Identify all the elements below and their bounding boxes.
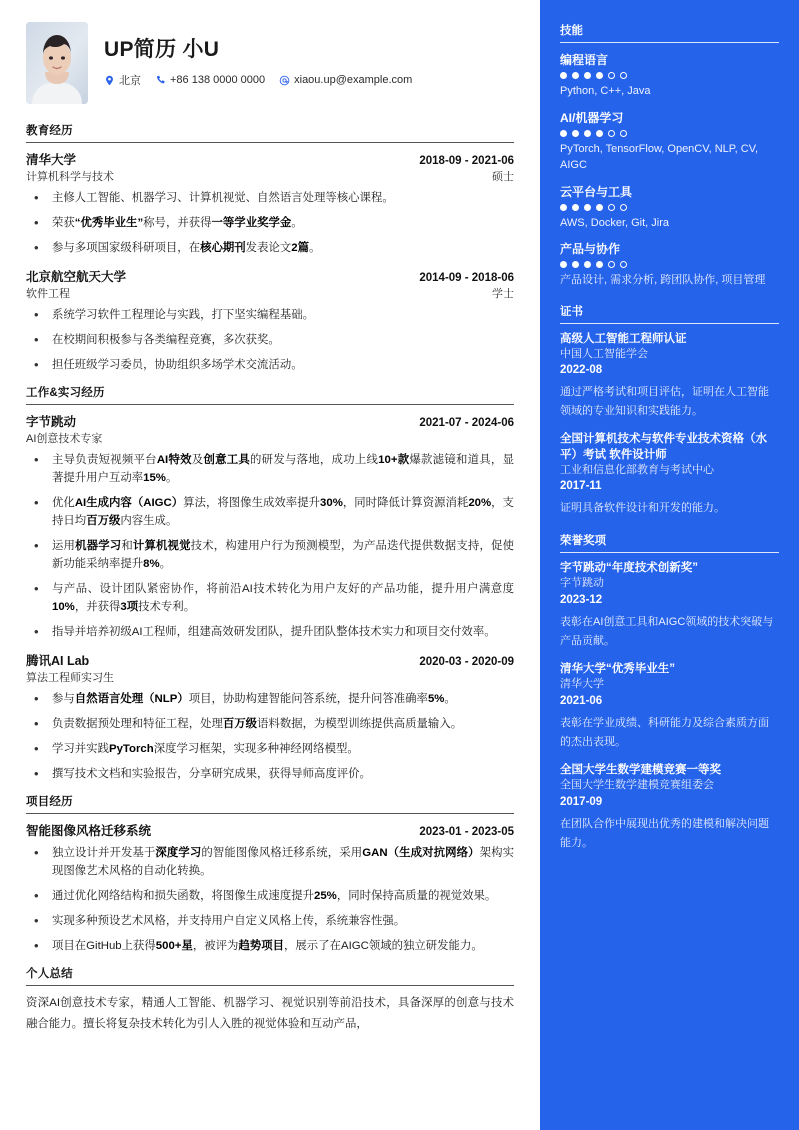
education-entry bbox=[26, 267, 514, 374]
skill-dot bbox=[608, 261, 615, 268]
award-name: 清华大学“优秀毕业生” bbox=[560, 663, 675, 676]
skill-item bbox=[560, 109, 779, 174]
skill-item bbox=[560, 51, 779, 100]
skill-dot bbox=[584, 72, 591, 79]
education-degree: 学士 bbox=[492, 288, 514, 301]
skill-dot bbox=[596, 261, 603, 268]
sidebar-section-certs bbox=[560, 303, 779, 519]
resume-header bbox=[26, 22, 514, 104]
education-school: 北京航空航天大学 bbox=[26, 270, 127, 285]
page-title: UP简历 小U bbox=[104, 38, 220, 61]
sidebar-section-awards bbox=[560, 532, 779, 853]
cert-name: 高级人工智能工程师认证 bbox=[560, 332, 687, 345]
section-education bbox=[26, 122, 514, 374]
award-date: 2017-09 bbox=[560, 795, 603, 808]
skill-rating bbox=[560, 72, 779, 79]
contact-location-text: 北京 bbox=[119, 75, 141, 88]
award-date: 2023-12 bbox=[560, 593, 603, 606]
bullet-item: • 优化AI生成内容（AIGC）算法，将图像生成效率提升30%，同时降低计算资源消耗20%，支持日均百万级内容生成。 bbox=[26, 494, 514, 530]
award-org: 清华大学 bbox=[560, 678, 604, 691]
header-text-block bbox=[104, 22, 422, 88]
section-title-education: 教育经历 bbox=[26, 122, 514, 143]
skill-keywords: PyTorch, TensorFlow, OpenCV, NLP, CV, AIGC bbox=[560, 142, 759, 171]
at-email-icon bbox=[279, 75, 290, 86]
section-projects bbox=[26, 793, 514, 955]
award-date: 2021-06 bbox=[560, 694, 603, 707]
skill-dot bbox=[608, 130, 615, 137]
education-major: 计算机科学与技术 bbox=[26, 171, 114, 183]
section-title-summary: 个人总结 bbox=[26, 965, 514, 986]
bullet-list bbox=[26, 690, 514, 783]
skill-rating bbox=[560, 261, 779, 268]
skill-name: AI/机器学习 bbox=[560, 110, 624, 125]
skill-dot bbox=[584, 204, 591, 211]
work-company: 腾讯AI Lab bbox=[26, 654, 90, 669]
skill-dot bbox=[620, 204, 627, 211]
bullet-item: • 担任班级学习委员，协助组织多场学术交流活动。 bbox=[26, 356, 514, 374]
contact-email bbox=[279, 74, 412, 86]
education-school: 清华大学 bbox=[26, 153, 77, 167]
sidebar-title-awards: 荣誉奖项 bbox=[560, 532, 779, 553]
skill-item bbox=[560, 183, 779, 232]
sidebar-title-skills: 技能 bbox=[560, 22, 779, 43]
work-role: AI创意技术专家 bbox=[26, 433, 103, 446]
resume-sidebar bbox=[540, 0, 799, 1130]
skill-dot bbox=[608, 72, 615, 79]
project-list bbox=[26, 821, 514, 955]
education-degree: 硕士 bbox=[492, 171, 514, 183]
award-org: 全国大学生数学建模竞赛组委会 bbox=[560, 779, 714, 792]
skill-dot bbox=[608, 204, 615, 211]
section-title-work: 工作&实习经历 bbox=[26, 384, 514, 405]
project-date: 2023-01 - 2023-05 bbox=[419, 826, 514, 839]
bullet-item: • 运用机器学习和计算机视觉技术，构建用户行为预测模型，为产品迭代提供数据支持，促使新功能采纳率提升8%。 bbox=[26, 537, 514, 573]
cert-item bbox=[560, 432, 779, 518]
skill-name: 编程语言 bbox=[560, 53, 609, 67]
cert-date: 2022-08 bbox=[560, 363, 603, 376]
cert-name: 全国计算机技术与软件专业技术资格（水平）考试 软件设计师 bbox=[560, 433, 767, 461]
skill-name: 产品与协作 bbox=[560, 242, 621, 256]
award-item bbox=[560, 561, 779, 651]
bullet-list bbox=[26, 306, 514, 374]
avatar bbox=[26, 22, 88, 104]
skill-dot bbox=[572, 204, 579, 211]
bullet-item: • 独立设计并开发基于深度学习的智能图像风格迁移系统，采用GAN（生成对抗网络）架构实现图像艺术风格的自动化转换。 bbox=[26, 844, 514, 880]
skill-dot bbox=[560, 261, 567, 268]
award-name: 字节跳动“年度技术创新奖” bbox=[560, 562, 698, 575]
award-name: 全国大学生数学建模竞赛一等奖 bbox=[560, 764, 721, 777]
skill-dot bbox=[620, 72, 627, 79]
skill-keywords: 产品设计, 需求分析, 跨团队协作, 项目管理 bbox=[560, 274, 766, 286]
skill-dot bbox=[560, 130, 567, 137]
certs-list bbox=[560, 332, 779, 519]
bullet-item: • 荣获“优秀毕业生”称号，并获得一等学业奖学金。 bbox=[26, 214, 514, 232]
bullet-list bbox=[26, 189, 514, 257]
skill-dot bbox=[584, 261, 591, 268]
bullet-item: • 系统学习软件工程理论与实践，打下坚实编程基础。 bbox=[26, 306, 514, 324]
bullet-item: • 撰写技术文档和实验报告，分享研究成果，获得导师高度评价。 bbox=[26, 765, 514, 783]
skill-keywords: Python, C++, Java bbox=[560, 85, 651, 97]
location-pin-icon bbox=[104, 75, 115, 86]
section-work bbox=[26, 384, 514, 783]
summary-text: 资深AI创意技术专家，精通人工智能、机器学习、视觉识别等前沿技术，具备深厚的创意与技术融合能力。擅长将复杂技术转化为引人入胜的视觉体验和互动产品， bbox=[26, 997, 514, 1031]
cert-org: 中国人工智能学会 bbox=[560, 347, 648, 360]
contact-phone bbox=[155, 74, 265, 86]
skill-dot bbox=[620, 130, 627, 137]
skill-dot bbox=[584, 130, 591, 137]
bullet-item: • 负责数据预处理和特征工程，处理百万级语料数据，为模型训练提供高质量输入。 bbox=[26, 715, 514, 733]
awards-list bbox=[560, 561, 779, 853]
sidebar-title-certs: 证书 bbox=[560, 303, 779, 324]
education-date: 2018-09 - 2021-06 bbox=[419, 155, 514, 167]
skill-dot bbox=[572, 130, 579, 137]
award-item bbox=[560, 662, 779, 752]
work-company: 字节跳动 bbox=[26, 415, 77, 430]
skill-rating bbox=[560, 130, 779, 137]
bullet-item: • 参与多项国家级科研项目，在核心期刊发表论文2篇。 bbox=[26, 239, 514, 257]
bullet-item: • 指导并培养初级AI工程师，组建高效研发团队，提升团队整体技术实力和项目交付效率。 bbox=[26, 623, 514, 641]
award-item bbox=[560, 763, 779, 853]
contact-list bbox=[104, 72, 422, 88]
education-entry bbox=[26, 150, 514, 257]
skill-dot bbox=[620, 261, 627, 268]
skill-keywords: AWS, Docker, Git, Jira bbox=[560, 216, 670, 229]
skill-dot bbox=[560, 204, 567, 211]
contact-location bbox=[104, 72, 141, 88]
cert-date: 2017-11 bbox=[560, 479, 602, 492]
cert-description: 证明具备软件设计和开发的能力。 bbox=[560, 502, 725, 515]
award-description: 表彰在AI创意工具和AIGC领域的技术突破与产品贡献。 bbox=[560, 615, 774, 647]
cert-item bbox=[560, 332, 779, 422]
skill-dot bbox=[560, 72, 567, 79]
cert-description: 通过严格考试和项目评估，证明在人工智能领域的专业知识和实践能力。 bbox=[560, 385, 769, 418]
education-major: 软件工程 bbox=[26, 288, 70, 301]
education-date: 2014-09 - 2018-06 bbox=[419, 272, 514, 285]
award-description: 在团队合作中展现出优秀的建模和解决问题能力。 bbox=[560, 817, 769, 849]
bullet-item: • 与产品、设计团队紧密协作，将前沿AI技术转化为用户友好的产品功能，提升用户满意度10%，并获得3项技术专利。 bbox=[26, 580, 514, 616]
section-summary bbox=[26, 965, 514, 1035]
contact-phone-text: +86 138 0000 0000 bbox=[170, 74, 266, 87]
work-role: 算法工程师实习生 bbox=[26, 672, 114, 685]
section-title-projects: 项目经历 bbox=[26, 793, 514, 814]
work-date: 2021-07 - 2024-06 bbox=[419, 417, 514, 430]
skill-dot bbox=[572, 261, 579, 268]
cert-org: 工业和信息化部教育与考试中心 bbox=[560, 463, 714, 476]
bullet-list bbox=[26, 451, 514, 641]
project-entry bbox=[26, 821, 514, 955]
work-entry bbox=[26, 412, 514, 641]
bullet-item: • 主导负责短视频平台AI特效及创意工具的研发与落地，成功上线10+款爆款滤镜和道具，显著提升用户互动率15%。 bbox=[26, 451, 514, 487]
work-entry bbox=[26, 651, 514, 783]
bullet-item: • 通过优化网络结构和损失函数，将图像生成速度提升25%，同时保持高质量的视觉效果。 bbox=[26, 887, 514, 905]
skill-dot bbox=[596, 72, 603, 79]
phone-icon bbox=[155, 75, 166, 86]
bullet-item: • 学习并实践PyTorch深度学习框架，实现多种神经网络模型。 bbox=[26, 740, 514, 758]
skills-list bbox=[560, 51, 779, 289]
bullet-item: • 参与自然语言处理（NLP）项目，协助构建智能问答系统，提升问答准确率5%。 bbox=[26, 690, 514, 708]
work-list bbox=[26, 412, 514, 783]
bullet-item: • 主修人工智能、机器学习、计算机视觉、自然语言处理等核心课程。 bbox=[26, 189, 514, 207]
bullet-item: • 项目在GitHub上获得500+星，被评为趋势项目，展示了在AIGC领域的独立研发能力。 bbox=[26, 937, 514, 955]
skill-rating bbox=[560, 204, 779, 211]
skill-dot bbox=[572, 72, 579, 79]
skill-name: 云平台与工具 bbox=[560, 184, 633, 199]
skill-item bbox=[560, 240, 779, 289]
skill-dot bbox=[596, 130, 603, 137]
award-description: 表彰在学业成绩、科研能力及综合素质方面的杰出表现。 bbox=[560, 716, 769, 748]
bullet-item: • 在校期间积极参与各类编程竞赛，多次获奖。 bbox=[26, 331, 514, 349]
award-org: 字节跳动 bbox=[560, 577, 604, 590]
project-name: 智能图像风格迁移系统 bbox=[26, 824, 152, 839]
bullet-list bbox=[26, 844, 514, 955]
skill-dot bbox=[596, 204, 603, 211]
education-list bbox=[26, 150, 514, 374]
work-date: 2020-03 - 2020-09 bbox=[419, 656, 514, 669]
sidebar-section-skills bbox=[560, 22, 779, 289]
contact-email-text: xiaou.up@example.com bbox=[294, 74, 413, 87]
bullet-item: • 实现多种预设艺术风格，并支持用户自定义风格上传，系统兼容性强。 bbox=[26, 912, 514, 930]
